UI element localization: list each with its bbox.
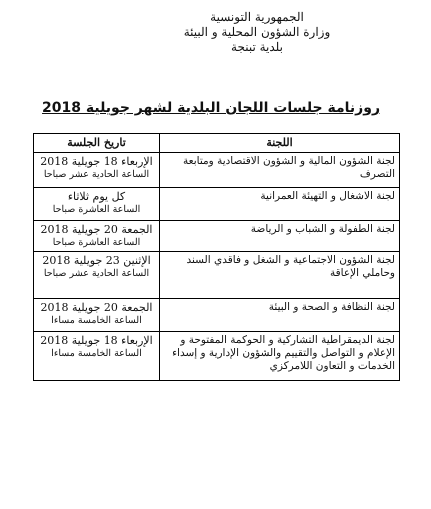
- session-time: الساعة الخامسة مساءا: [51, 315, 142, 326]
- column-header-date: تاريخ الجلسة: [34, 134, 160, 153]
- table-row: [34, 252, 400, 299]
- table-row: [34, 221, 400, 252]
- header-republic: الجمهورية التونسية: [210, 10, 304, 24]
- session-date: الإثنين 23 جويلية 2018: [42, 254, 151, 267]
- table-row: [34, 188, 400, 221]
- committee-cell: لجنة الديمقراطية التشاركية و الحوكمة المفتوحة و الإعلام و التواصل والتقييم والشؤون الإدارية و إسداء الخدمات و التعاون اللامركزي: [160, 332, 400, 381]
- session-date: الإربعاء 18 جويلية 2018: [40, 334, 153, 347]
- committee-cell: لجنة الشؤون الاجتماعية و الشغل و فاقدي السند وحاملي الإعاقة: [160, 252, 400, 299]
- document-title: روزنامة جلسات اللجان البلدية لشهر جويلية 2018: [42, 100, 380, 116]
- session-date: كل يوم ثلاثاء: [67, 190, 126, 203]
- date-cell: [34, 221, 160, 252]
- table-row: [34, 153, 400, 188]
- date-cell: [34, 332, 160, 381]
- session-time: الساعة العاشرة صباحا: [52, 204, 141, 215]
- date-cell: [34, 188, 160, 221]
- date-cell: [34, 299, 160, 332]
- header-municipality: بلدية تبنجة: [231, 40, 283, 54]
- session-time: الساعة الحادية عشر صباحا: [43, 268, 150, 279]
- date-cell: [34, 252, 160, 299]
- table-row: [34, 332, 400, 381]
- date-cell: [34, 153, 160, 188]
- header-ministry: وزارة الشؤون المحلية و البيئة: [183, 25, 331, 39]
- table-row: [34, 299, 400, 332]
- committee-schedule-table: [33, 133, 400, 381]
- table-header-row: [34, 134, 400, 153]
- session-time: الساعة الحادية عشر صباحا: [43, 169, 150, 180]
- session-time: الساعة الخامسة مساءا: [51, 348, 142, 359]
- session-date: الجمعة 20 جويلية 2018: [40, 301, 153, 314]
- session-date: الجمعة 20 جويلية 2018: [40, 223, 153, 236]
- session-date: الإربعاء 18 جويلية 2018: [40, 155, 153, 168]
- session-time: الساعة العاشرة صباحا: [52, 237, 141, 248]
- committee-cell: لجنة الطفولة و الشباب و الرياضة: [160, 221, 400, 252]
- committee-cell: لجنة الاشغال و التهيئة العمرانية: [160, 188, 400, 221]
- column-header-committee: اللجنة: [160, 134, 400, 153]
- committee-cell: لجنة الشؤون المالية و الشؤون الاقتصادية ومتابعة التصرف: [160, 153, 400, 188]
- document-header: [157, 10, 357, 55]
- committee-cell: لجنة النظافة و الصحة و البيئة: [160, 299, 400, 332]
